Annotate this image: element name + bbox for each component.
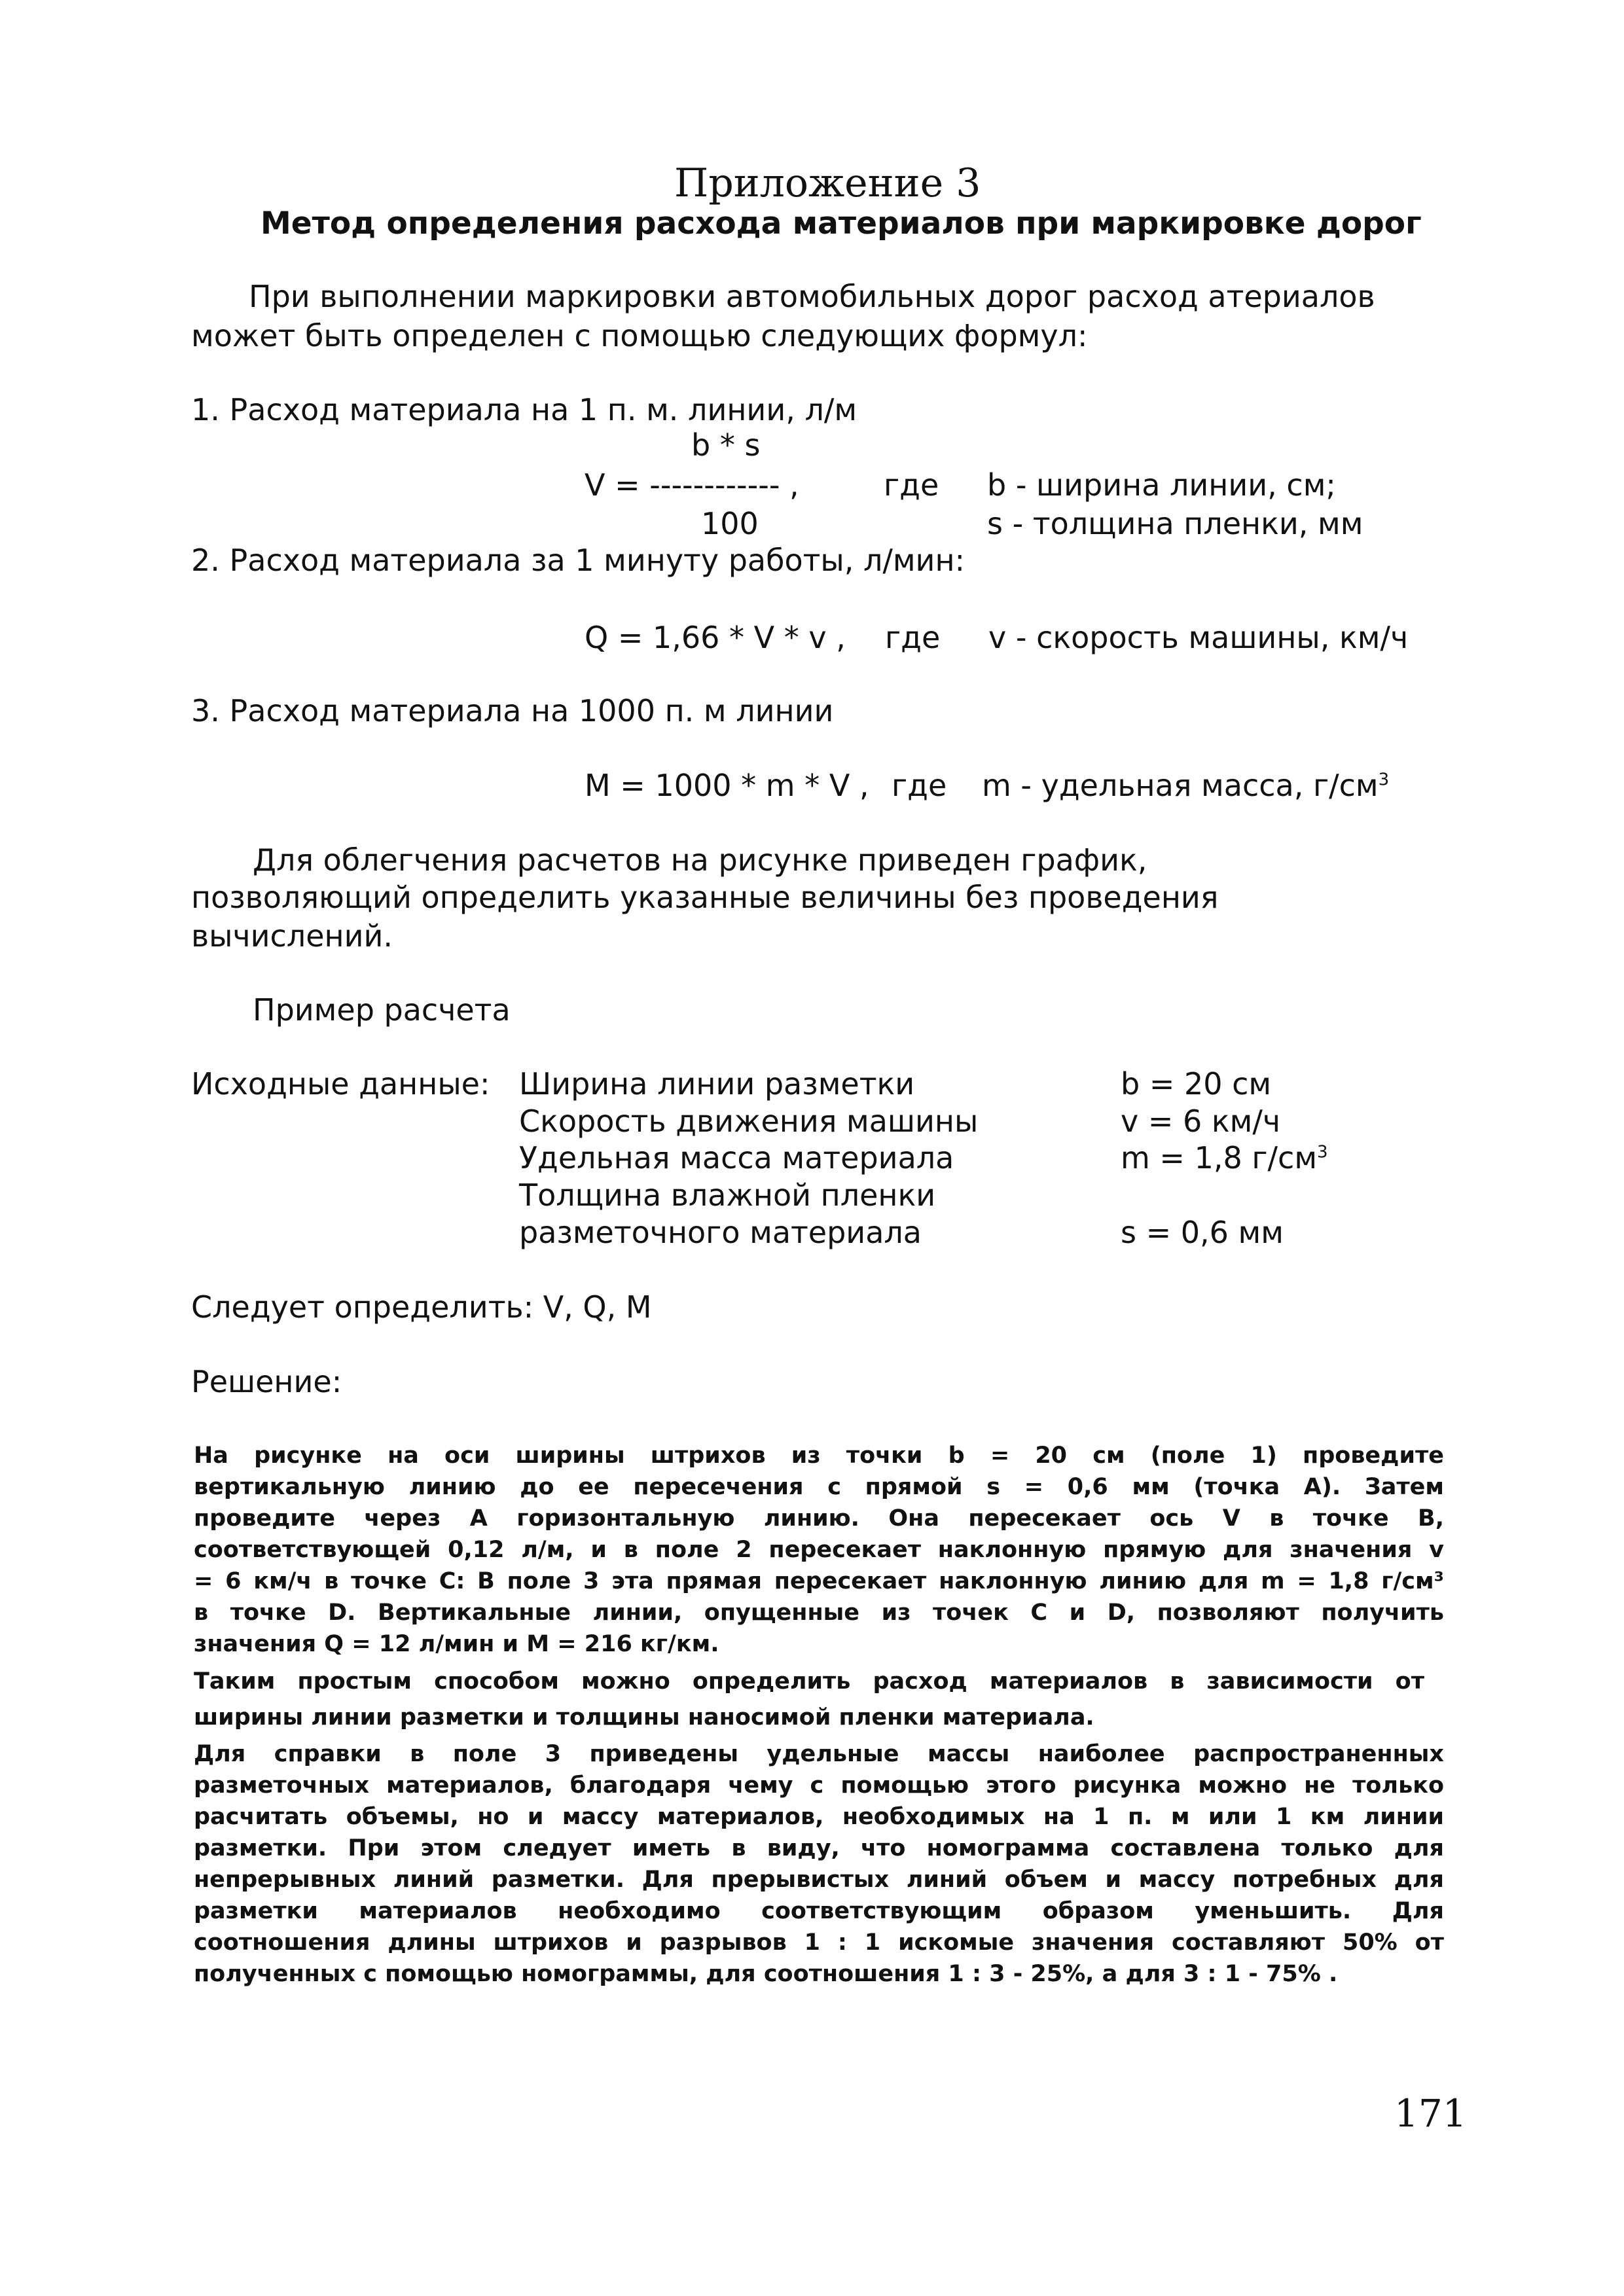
solution-text-line: расчитать объемы, но и массу материалов, необходимых на 1 п. м или 1 км линии bbox=[194, 1804, 1444, 1830]
solution-text-line: разметочных материалов, благодаря чему с помощью этого рисунка можно не только bbox=[194, 1772, 1444, 1799]
example-heading: Пример расчета bbox=[253, 992, 511, 1028]
formula1-denominator: 100 bbox=[701, 506, 759, 541]
intro-line: может быть определен с помощью следующих формул: bbox=[191, 318, 1088, 353]
formula2-def: v - скорость машины, км/ч bbox=[988, 620, 1409, 655]
formula1-numerator: b * s bbox=[691, 427, 761, 463]
param-name: Скорость движения машины bbox=[519, 1103, 979, 1139]
formula1-where: где bbox=[884, 467, 939, 503]
formula3-heading: 3. Расход материала на 1000 п. м линии bbox=[191, 693, 834, 728]
solution-text-line: ширины линии разметки и толщины наносимой пленки материала. bbox=[194, 1704, 1094, 1731]
formula1-def-b: b - ширина линии, см; bbox=[987, 467, 1336, 503]
formula2-expression: Q = 1,66 * V * v , bbox=[585, 620, 846, 655]
graph-note-line: вычислений. bbox=[191, 918, 393, 954]
solution-text-line: Таким простым способом можно определить расход материалов в зависимости от bbox=[194, 1668, 1424, 1695]
formula1-heading: 1. Расход материала на 1 п. м. линии, л/м bbox=[191, 392, 857, 427]
param-value: s = 0,6 мм bbox=[1121, 1215, 1284, 1250]
param-name: Толщина влажной пленки bbox=[519, 1177, 936, 1213]
formula3-def: m - удельная масса, $г/см^3$ bbox=[982, 768, 1390, 803]
solution-text-line: непрерывных линий разметки. Для прерывистых линий объем и массу потребных для bbox=[194, 1867, 1444, 1893]
solution-text-line: в точке D. Вертикальные линии, опущенные из точек С и D, позволяют получить bbox=[194, 1600, 1444, 1626]
solution-text-line: полученных с помощью номограммы, для соотношения 1 : 3 - 25%, а для 3 : 1 - 75% . bbox=[194, 1961, 1338, 1987]
formula2-heading: 2. Расход материала за 1 минуту работы, л/мин: bbox=[191, 543, 965, 578]
graph-note-line: позволяющий определить указанные величины без проведения bbox=[191, 880, 1219, 915]
determine-line: Следует определить: V, Q, M bbox=[191, 1289, 652, 1325]
formula1-def-s: s - толщина пленки, мм bbox=[987, 506, 1363, 541]
solution-text-line: разметки материалов необходимо соответствующим образом уменьшить. Для bbox=[194, 1898, 1444, 1924]
solution-label: Решение: bbox=[191, 1364, 342, 1399]
source-data-label: Исходные данные: bbox=[191, 1066, 490, 1102]
solution-text-line: = 6 км/ч в точке С: В поле 3 эта прямая пересекает наклонную линию для m = 1,8 г/см³ bbox=[194, 1568, 1444, 1594]
param-name: Ширина линии разметки bbox=[519, 1066, 915, 1102]
formula3-where: где bbox=[892, 768, 947, 803]
param-value: v = 6 км/ч bbox=[1121, 1103, 1281, 1139]
formula1-lhs: V = ------------ , bbox=[585, 467, 799, 503]
solution-text-line: проведите через А горизонтальную линию. Она пересекает ось V в точке В, bbox=[194, 1505, 1444, 1532]
page-subtitle: Метод определения расхода материалов при маркировке дорог bbox=[261, 206, 1422, 242]
param-value: b = 20 см bbox=[1121, 1066, 1272, 1102]
solution-text-line: соответствующей 0,12 л/м, и в поле 2 пересекает наклонную прямую для значения v bbox=[194, 1537, 1444, 1563]
solution-text-line: На рисунке на оси ширины штрихов из точки b = 20 см (поле 1) проведите bbox=[194, 1443, 1444, 1469]
formula2-where: где bbox=[885, 620, 941, 655]
solution-text-line: вертикальную линию до ее пересечения с прямой s = 0,6 мм (точка А). Затем bbox=[194, 1474, 1444, 1500]
graph-note-line: Для облегчения расчетов на рисунке приведен график, bbox=[253, 842, 1147, 878]
solution-text-line: разметки. При этом следует иметь в виду, что номограмма составлена только для bbox=[194, 1835, 1444, 1861]
solution-text-line: соотношения длины штрихов и разрывов 1 : 1 искомые значения составляют 50% от bbox=[194, 1929, 1444, 1956]
solution-text-line: значения Q = 12 л/мин и M = 216 кг/км. bbox=[194, 1631, 719, 1657]
formula3-expression: M = 1000 * m * V , bbox=[585, 768, 869, 803]
solution-text-line: Для справки в поле 3 приведены удельные массы наиболее распространенных bbox=[194, 1741, 1444, 1767]
intro-line: При выполнении маркировки автомобильных дорог расход атериалов bbox=[249, 279, 1375, 314]
param-name: Удельная масса материала bbox=[519, 1140, 954, 1175]
param-value: m = 1,8 $г/см^3$ bbox=[1121, 1140, 1328, 1175]
page-number: 171 bbox=[1394, 2091, 1467, 2136]
page-title: Приложение 3 bbox=[674, 160, 981, 206]
param-name: разметочного материала bbox=[519, 1215, 922, 1250]
